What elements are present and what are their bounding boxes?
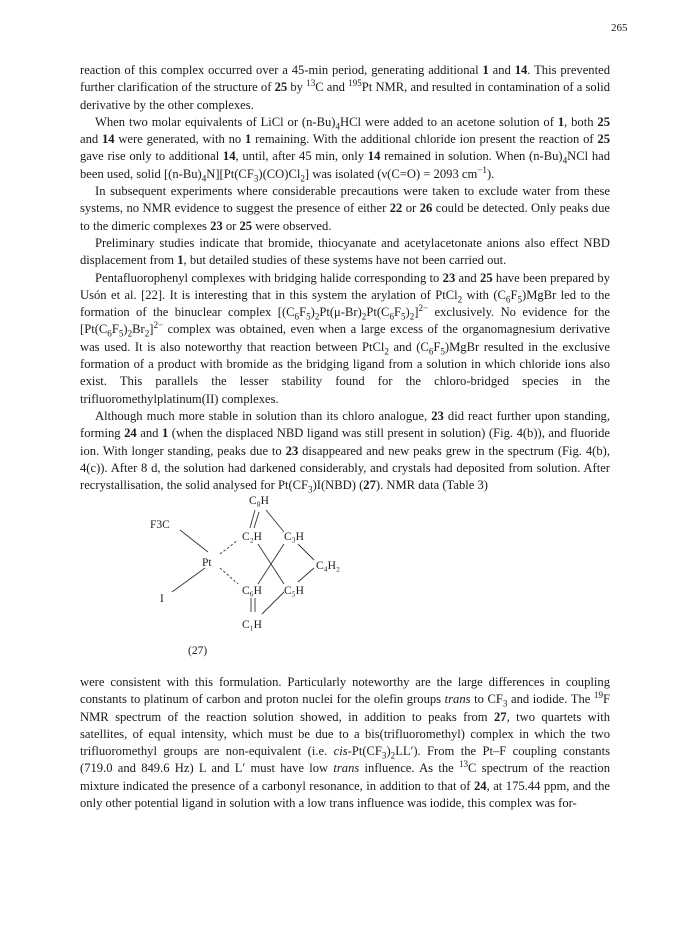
label-c3h: C₃H [284, 531, 304, 543]
top-paragraph-5: Pentafluorophenyl complexes with bridging halide corresponding to 23 and 25 have been prepared by Usón et al. [22]. It is interesting that in this system the arylation of PtCl$_2$ with $(C_6F_5)MgBr$ led to the formation of the binuclear complex $[(C_6F_5)_2Pt(\mu-Br)_2Pt(C_6F_5)_2]^{2-}$ exclusively. No evidence for the $[Pt(C_6F_5)_2Br_2]^{2-}$ complex was obtained, even when a large excess of the organomagnesium derivative was used. It is also noteworthy that reaction between PtCl$_2$ and $(C_6F_5)MgBr$ resulted in the exclusive formation of a product with bromide as the bridging ligand from a solution in which chloride ions also exist. This parallels the lesser stability found for the chloro-bridged species in the trifluoromethylplatinum(II) complexes. [80, 270, 611, 406]
label-c2h: C₂H [242, 531, 262, 543]
bond-cf3-pt [180, 530, 208, 552]
bond-c8-c3 [266, 510, 284, 532]
bond-pt-iodide [172, 568, 205, 592]
bond-c3-c4 [298, 544, 314, 560]
label-iodide: I [160, 593, 164, 605]
top-paragraph-4: Preliminary studies indicate that bromide, thiocyanate and acetylacetonate anions also effect NBD displacement from 1, but detailed studies of these systems have not been carried out. [80, 235, 610, 268]
structure-27-diagram [150, 488, 370, 668]
label-f3c: F3C [150, 519, 170, 531]
bond-c5-c4 [298, 568, 314, 582]
bond-c1-c5 [262, 592, 284, 614]
label-pt: Pt [202, 557, 212, 569]
bond-c8-c2 [250, 510, 255, 528]
label-c5h: C₅H [284, 585, 304, 597]
label-c8h: C₈H [249, 495, 269, 507]
label-c1h: C₁H [242, 619, 262, 631]
top-paragraph-6: Although much more stable in solution than its chloro analogue, 23 did react further upon standing, forming 24 and 1 (when the displaced NBD ligand was still present in solution) (Fig. 4(b)), and fluoride ion. With longer standing, peaks due to 23 disappeared and new peaks grew in the spectrum (Fig. 4(b), 4(c)). After 8 d, the solution had darkened considerably, and crystals had deposited from solution. After recrystallisation, the solid analysed for $Pt(CF_3)I(NBD)$ (27). NMR data (Table 3) [80, 408, 610, 495]
body-text-top [80, 62, 610, 494]
label-compound-27: (27) [188, 645, 208, 657]
bond-pt-olefin-upper [220, 540, 238, 554]
bottom-paragraph-1: were consistent with this formulation. Particularly noteworthy are the large differences in coupling constants to platinum of carbon and proton nuclei for the olefin groups trans to $CF_3$ and iodide. The $^{19}$F NMR spectrum of the reaction solution showed, in addition to peaks from 27, two quartets with satellites, of equal intensity, which must be due to a bis(trifluoromethyl) complex in which the two trifluoromethyl groups are non-equivalent (i.e. cis-$Pt(CF_3)_2LL'$). From the Pt–F coupling constants (719.0 and 849.6 Hz) L and L′ must have low trans influence. As the $^{13}$C spectrum of the reaction mixture indicated the presence of a carbonyl resonance, in addition to that of 24, at 175.44 ppm, and the only other potential ligand in solution with a low trans influence was iodide, this complex was for- [80, 675, 611, 811]
body-text-bottom [80, 674, 610, 812]
top-paragraph-3: In subsequent experiments where considerable precautions were taken to exclude water from these systems, no NMR evidence to suggest the presence of either 22 or 26 could be detected. Only peaks due to the dimeric complexes 23 or 25 were observed. [80, 184, 610, 233]
label-c6h: C₆H [242, 585, 262, 597]
top-paragraph-2: When two molar equivalents of LiCl or $(n-Bu)_4HCl$ were added to an acetone solution of 1, both 25 and 14 were generated, with no 1 remaining. With the additional chloride ion present the reaction of 25 gave rise only to additional 14, until, after 45 min, only 14 remained in solution. When $(n-Bu)_4NCl$ had been used, solid $[(n-Bu)_4N][Pt(CF_3)(CO)Cl_2]$ was isolated (ν(C=O) = 2093 $cm^{-1}$). [80, 114, 611, 184]
label-c4h2: C₄H₂ [316, 560, 340, 572]
bond-pt-olefin-lower [220, 568, 238, 584]
page-number: 265 [611, 22, 628, 34]
top-paragraph-1: reaction of this complex occurred over a 45-min period, generating additional 1 and 14. This prevented further clarification of the structure of 25 by $^{13}$C and $^{195}$Pt NMR, and resulted in contamination of a solid derivative by the other complexes. [80, 63, 611, 112]
bond-c8-c2-b [254, 512, 259, 528]
